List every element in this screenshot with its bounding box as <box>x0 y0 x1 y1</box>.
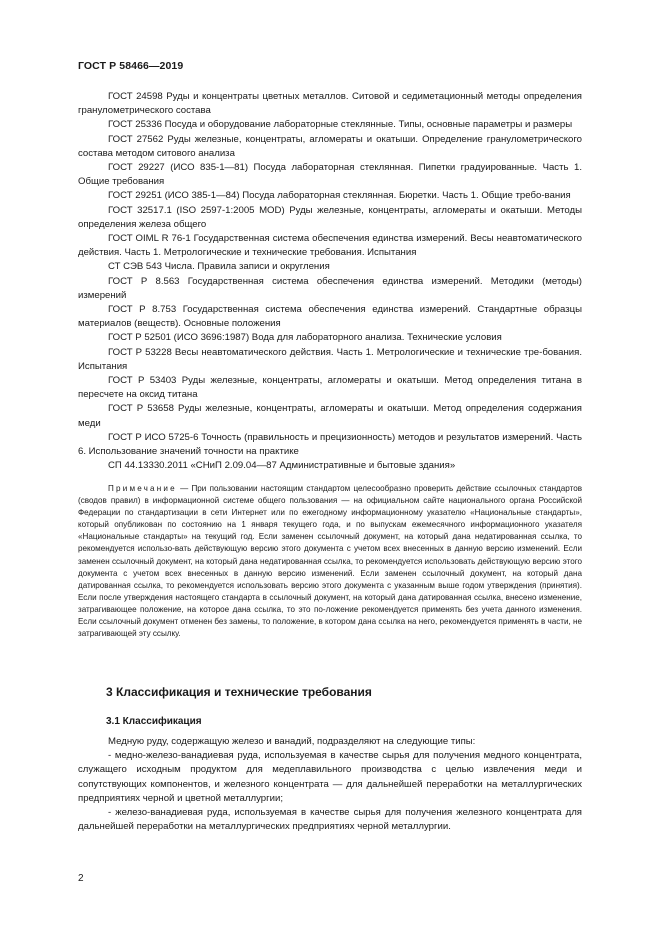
reference-item: ГОСТ 25336 Посуда и оборудование лабораторные стеклянные. Типы, основные параметры и размеры <box>108 119 573 131</box>
note-text: — При пользовании настоящим стандартом целесообразно проверить действие ссылочных стандартов (сводов правил) в информационной системе общего пользования — на официальном сайте национального органа Российской Федерации по стандартизации в сети Интернет или по ежегодному информационному указателю «Национальные стандарты», который опубликован по состоянию на 1 января текущего года, и по выпускам ежемесячного информационного указателя «Национальные стандарты» на текущий год. Если заменен ссылочный документ, на который дана недатированная ссылка, то рекомендуется использо-вать действующую версию этого документа с учетом всех внесенных в данную версию изменений. Если заменен ссылочный документ, на который дана недатированная ссылка, то рекомендуется использовать действующую версию этого документа с учетом всех внесенных в данную версию изменений. Если заменен ссылочный документ, на который дана датированная ссылка, то рекомендуется использовать версию этого документа с указанным выше годом утверждения (принятия). Если после утверждения настоящего стандарта в ссылочный документ, на который дана датированная ссылка, внесено изменение, затрагивающее положение, на которое дана ссылка, то это по-ложение рекомендуется применять без учета данного изменения. Если ссылочный документ отменен без замены, то положение, в котором дана ссылка на него, рекомендуется применять в части, не затрагивающей эту ссылку. <box>78 484 582 639</box>
reference-item: ГОСТ OIML R 76-1 Государственная система обеспечения единства измерений. Весы неавтоматического действия. Часть 1. Метрологические и технические требования. Испытания <box>78 233 582 259</box>
note-lead: Примечание <box>108 484 177 493</box>
reference-item: СП 44.13330.2011 «СНиП 2.09.04—87 Административные и бытовые здания» <box>108 460 456 472</box>
reference-item: ГОСТ 29227 (ИСО 835-1—81) Посуда лабораторная стеклянная. Пипетки градуированные. Часть 1. Общие требования <box>78 162 582 188</box>
subsection-title: 3.1 Классификация <box>106 716 202 727</box>
references-list <box>78 90 582 473</box>
body-paragraph: Медную руду, содержащую железо и ванадий, подразделяют на следующие типы: <box>108 736 476 747</box>
reference-item: ГОСТ 29251 (ИСО 385-1—84) Посуда лабораторная стеклянная. Бюретки. Часть 1. Общие требо-вания <box>108 190 571 202</box>
body-text <box>78 735 582 834</box>
document-header: ГОСТ Р 58466—2019 <box>78 60 184 72</box>
reference-item: ГОСТ Р 8.563 Государственная система обеспечения единства измерений. Методики (методы) измерений <box>78 275 582 301</box>
reference-item: ГОСТ Р ИСО 5725-6 Точность (правильность и прецизионность) методов и результатов измерений. Часть 6. Использование значений точности на практике <box>78 431 582 458</box>
section-title: 3 Классификация и технические требования <box>106 685 372 699</box>
reference-item: ГОСТ Р 8.753 Государственная система обеспечения единства измерений. Стандартные образцы материалов (веществ). Основные положения <box>78 304 582 330</box>
reference-item: ГОСТ 24598 Руды и концентраты цветных металлов. Ситовой и седиметационный методы определения гранулометрического состава <box>78 91 582 117</box>
reference-item: ГОСТ Р 53228 Весы неавтоматического действия. Часть 1. Метрологические и технические тре-бования. Испытания <box>78 346 582 372</box>
body-paragraph: - медно-железо-ванадиевая руда, используемая в качестве сырья для получения медного концентрата, служащего исходным продуктом для медеплавильного производства с целью извлечения меди и сопутствующих компонентов, и железного концентрата — для дальнейшей переработки на металлургических предприятиях черной и цветной металлургии; <box>78 750 582 804</box>
reference-item: ГОСТ 27562 Руды железные, концентраты, агломераты и окатыши. Определение гранулометрического состава методом ситового анализа <box>78 133 582 159</box>
reference-item: ГОСТ Р 53658 Руды железные, концентраты, агломераты и окатыши. Метод определения содержания меди <box>78 403 582 429</box>
reference-item: ГОСТ Р 52501 (ИСО 3696:1987) Вода для лабораторного анализа. Технические условия <box>108 332 502 344</box>
reference-item: ГОСТ Р 53403 Руды железные, концентраты, агломераты и окатыши. Метод определения титана в пересчете на оксид титана <box>78 375 582 401</box>
note-paragraph <box>78 483 582 640</box>
reference-item: ГОСТ 32517.1 (ISO 2597-1:2005 MOD) Руды железные, концентраты, агломераты и окатыши. Методы определения железа общего <box>78 204 582 230</box>
reference-item: СТ СЭВ 543 Числа. Правила записи и округления <box>108 261 330 273</box>
page-number: 2 <box>78 873 84 884</box>
body-paragraph: - железо-ванадиевая руда, используемая в качестве сырья для получения железного концентрата для дальнейшей переработки на металлургических предприятиях черной металлургии. <box>78 807 582 833</box>
